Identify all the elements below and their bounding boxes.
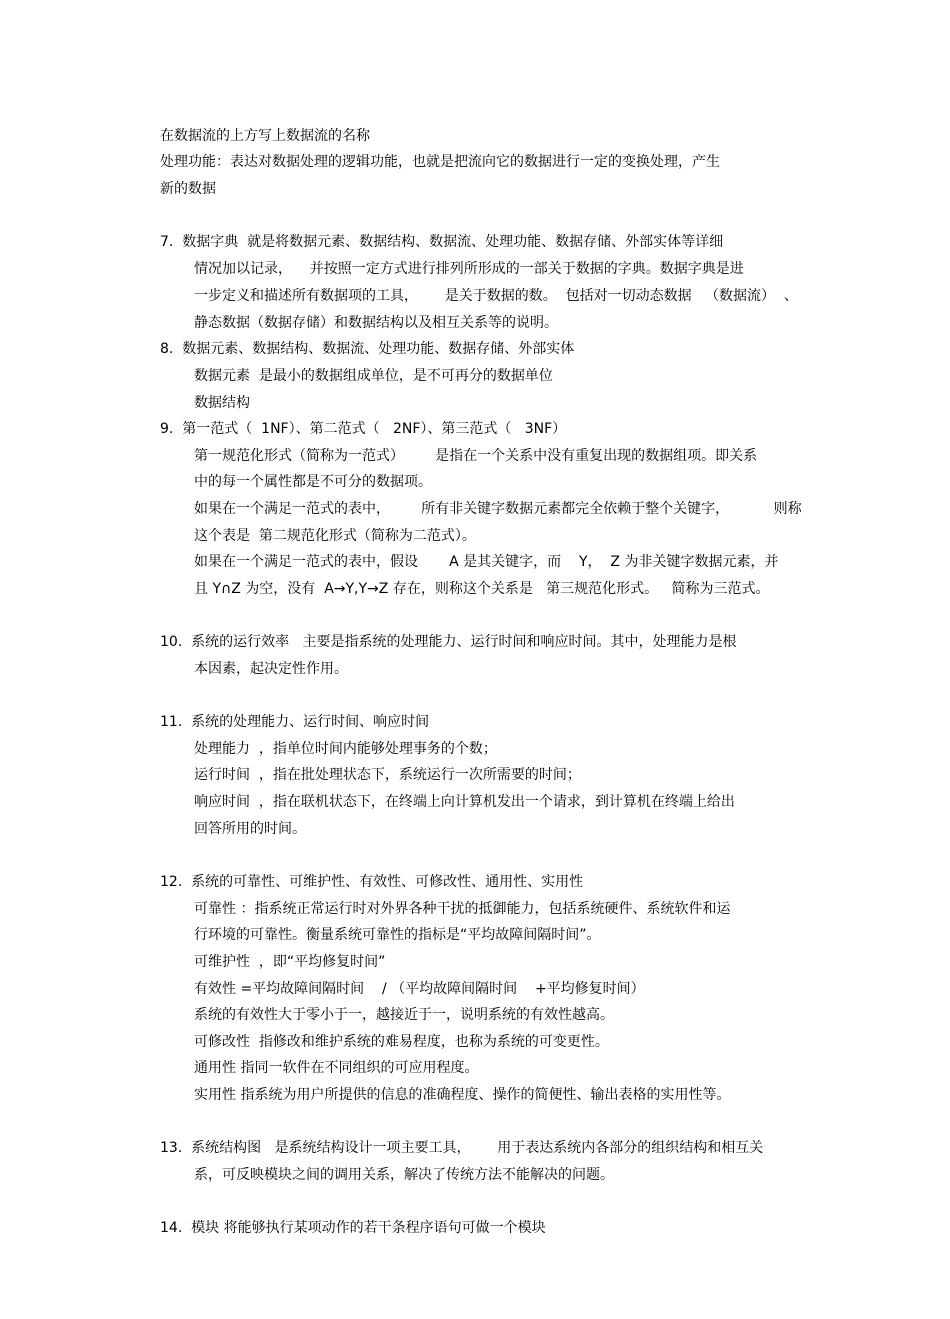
text-line: 系统的有效性大于零小于一，越接近于一，说明系统的有效性越高。 <box>194 1007 614 1023</box>
list-item-12: 12. 系统的可靠性、可维护性、有效性、可修改性、通用性、实用性 <box>160 874 584 890</box>
text-line: 新的数据 <box>160 181 216 197</box>
text-line: 处理功能：表达对数据处理的逻辑功能，也就是把流向它的数据进行一定的变换处理，产生 <box>160 154 720 170</box>
text-line: 静态数据（数据存储）和数据结构以及相互关系等的说明。 <box>194 315 558 331</box>
text-line: 数据元素 是最小的数据组成单位，是不可再分的数据单位 <box>194 368 553 384</box>
list-item-11: 11. 系统的处理能力、运行时间、响应时间 <box>160 714 430 730</box>
text-line: 可维护性 ，即“平均修复时间” <box>194 954 386 970</box>
list-item-8: 8. 数据元素、数据结构、数据流、处理功能、数据存储、外部实体 <box>160 341 575 357</box>
text-line: 可修改性 指修改和维护系统的难易程度，也称为系统的可变更性。 <box>194 1034 609 1050</box>
text-line: 系，可反映模块之间的调用关系，解决了传统方法不能解决的问题。 <box>194 1167 614 1183</box>
text-line: 中的每一个属性都是不可分的数据项。 <box>194 474 432 490</box>
text-line: 这个表是 第二规范化形式（简称为二范式）。 <box>194 528 476 544</box>
text-line: 有效性 =平均故障间隔时间 / （平均故障间隔时间 +平均修复时间） <box>194 981 645 997</box>
list-item-9: 9. 第一范式（ 1NF）、第二范式（ 2NF）、第三范式（ 3NF） <box>160 421 567 437</box>
text-line: 数据结构 <box>194 395 250 411</box>
text-line: 且 Y∩Z 为空，没有 A→Y,Y→Z 存在，则称这个关系是 第三规范化形式。 简称为三范式。 <box>194 581 770 597</box>
text-line: 一步定义和描述所有数据项的工具， 是关于数据的数。 包括对一切动态数据 （数据流） 、 <box>194 288 798 304</box>
text-line: 第一规范化形式（简称为一范式） 是指在一个关系中没有重复出现的数据组项。即关系 <box>194 448 758 464</box>
text-line: 响应时间 ，指在联机状态下，在终端上向计算机发出一个请求，到计算机在终端上给出 <box>194 794 735 810</box>
text-line: 情况加以记录， 并按照一定方式进行排列所形成的一部关于数据的字典。数据字典是进 <box>194 261 744 277</box>
text-line: 可靠性 ：指系统正常运行时对外界各种干扰的抵御能力，包括系统硬件、系统软件和运 <box>194 901 731 917</box>
text-line: 如果在一个满足一范式的表中，假设 A 是其关键字，而 Y， Z 为非关键字数据元素，并 <box>194 554 779 570</box>
text-line: 在数据流的上方写上数据流的名称 <box>160 128 370 144</box>
text-line: 回答所用的时间。 <box>194 821 306 837</box>
list-item-14: 14. 模块 将能够执行某项动作的若干条程序语句可做一个模块 <box>160 1220 546 1236</box>
text-line: 本因素，起决定性作用。 <box>194 661 348 677</box>
text-line: 通用性 指同一软件在不同组织的可应用程度。 <box>194 1060 479 1076</box>
text-line: 运行时间 ，指在批处理状态下，系统运行一次所需要的时间； <box>194 767 581 783</box>
text-line: 行环境的可靠性。衡量系统可靠性的指标是“平均故障间隔时间”。 <box>194 927 601 943</box>
list-item-7: 7. 数据字典 就是将数据元素、数据结构、数据流、处理功能、数据存储、外部实体等详细 <box>160 234 724 250</box>
text-line: 实用性 指系统为用户所提供的信息的准确程度、操作的简便性、输出表格的实用性等。 <box>194 1087 731 1103</box>
text-line: 处理能力 ，指单位时间内能够处理事务的个数； <box>194 741 497 757</box>
list-item-10: 10. 系统的运行效率 主要是指系统的处理能力、运行时间和响应时间。其中，处理能力是根 <box>160 634 737 650</box>
text-line: 如果在一个满足一范式的表中， 所有非关键字数据元素都完全依赖于整个关键字， 则称 <box>194 501 802 517</box>
list-item-13: 13. 系统结构图 是系统结构设计一项主要工具， 用于表达系统内各部分的组织结构和相互关 <box>160 1140 764 1156</box>
